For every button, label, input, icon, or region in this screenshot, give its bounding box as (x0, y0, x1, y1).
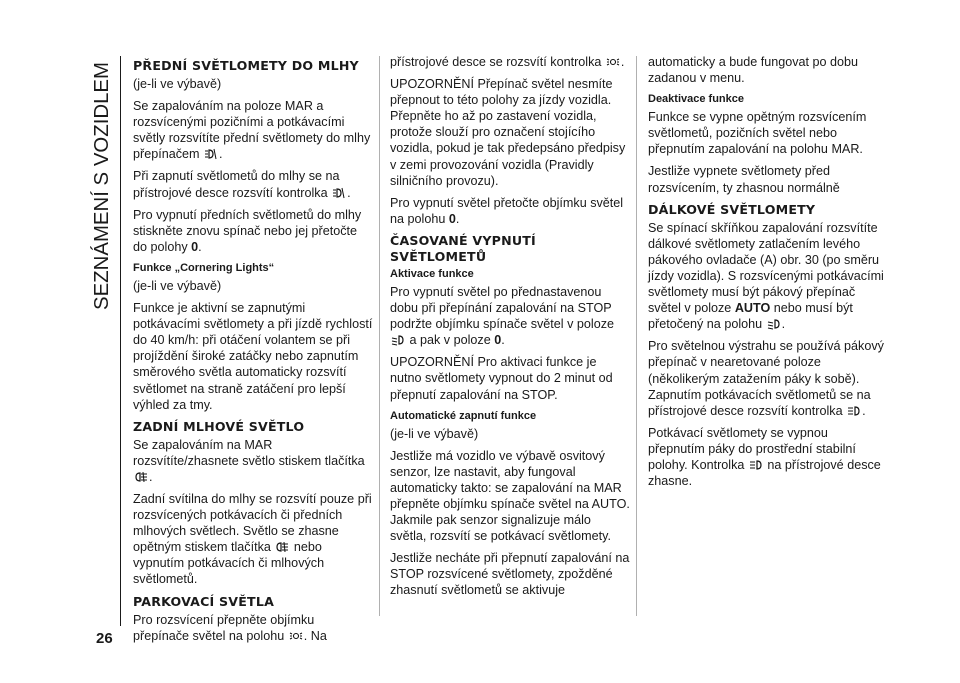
text: . (620, 55, 625, 69)
text: . (501, 333, 505, 348)
paragraph: (je-li ve výbavě) (133, 77, 222, 91)
paragraph: Jestliže necháte při přepnutí zapalování na STOP rozsvícené světlomety, zpožděné zhasnutí světlometů se aktivuje (390, 551, 630, 598)
heading-front-fog: PŘEDNÍ SVĚTLOMETY DO MLHY (133, 58, 359, 73)
subheading-auto: Automatické zapnutí funkce (390, 409, 537, 422)
low-beam-icon (767, 318, 781, 330)
rear-fog-icon (275, 541, 289, 553)
parking-light-icon (606, 56, 620, 68)
text: . (781, 317, 786, 332)
paragraph: (je-li ve výbavě) (390, 426, 479, 441)
subheading-activation: Aktivace funkce (390, 267, 474, 280)
low-beam-icon (391, 334, 405, 346)
paragraph (390, 195, 630, 227)
text: Potkávací světlomety se vypnou přepnutím páky do prostřední stabilní polohy. Kontrolka (648, 425, 856, 472)
heading-rear-fog: ZADNÍ MLHOVÉ SVĚTLO (133, 418, 305, 434)
text: Se zapalováním na poloze MAR a rozsvícenými pozičními a potkávacími světly rozsvítíte přední světlomety do mlhy přepínačem (133, 99, 371, 162)
text: nebo vypnutím potkávacích či mlhových světlometů. (133, 540, 325, 587)
text: Pro vypnutí světel přetočte objímku světel na polohu (390, 195, 624, 226)
side-title-svg (88, 60, 114, 310)
paragraph: (je-li ve výbavě) (133, 278, 222, 293)
text: nebo musí být přetočený na polohu (648, 301, 853, 332)
text: Pro vypnutí světel po přednastavenou dobu při přepínání zapalování na STOP podržte objímku spínače světel v poloze (390, 284, 615, 332)
paragraph (648, 425, 888, 489)
position-zero: 0 (494, 333, 502, 348)
paragraph (133, 437, 373, 485)
side-rule (120, 56, 121, 626)
front-fog-icon (204, 148, 218, 160)
subheading-cornering: Funkce „Cornering Lights“ (133, 261, 275, 274)
paragraph: UPOZORNĚNÍ Pro aktivaci funkce je nutno světlomety vypnout do 2 minut od přepnutí zapalování na STOP. (390, 355, 613, 402)
subheading-deactivation: Deaktivace funkce (648, 93, 744, 106)
heading-timed-off: ČASOVANÉ VYPNUTÍ SVĚTLOMETŮ (390, 232, 536, 264)
text: . (219, 147, 223, 162)
text: . (455, 211, 460, 226)
text: a pak v poloze (406, 333, 495, 348)
text: . Na (303, 628, 327, 643)
column-divider (636, 56, 637, 616)
text: . (149, 469, 153, 484)
position-zero: 0 (448, 211, 456, 226)
text: Pro světelnou výstrahu se používá pákový přepínač v nearetované poloze (několikerým zatažením páky k sobě). Zapnutím potkávacích světlometů se na přístrojové desce rozsvítí kontrolka (648, 339, 884, 418)
heading-parking: PARKOVACÍ SVĚTLA (133, 593, 275, 609)
high-beam-icon (847, 405, 861, 417)
parking-light-icon (289, 630, 303, 642)
paragraph (133, 612, 373, 644)
side-title (88, 60, 114, 310)
front-fog-icon (332, 187, 346, 199)
paragraph (648, 220, 888, 333)
text: . (862, 403, 866, 418)
text: Pro vypnutí předních světlometů do mlhy stiskněte znovu spínač nebo jej přetočte do polohy (133, 207, 362, 254)
paragraph (133, 98, 373, 162)
text: Se zapalováním na MAR rozsvítíte/zhasnete světlo stiskem tlačítka (133, 437, 365, 468)
paragraph (390, 54, 630, 70)
column-3 (648, 54, 888, 495)
heading-high-beam: DÁLKOVÉ SVĚTLOMETY (648, 201, 816, 217)
text: na přístrojové desce zhasne. (648, 457, 881, 489)
text: . (347, 185, 351, 200)
rear-fog-icon (134, 471, 148, 483)
text: přístrojové desce se rozsvítí kontrolka (390, 55, 605, 69)
text: . (198, 239, 202, 254)
text: Se spínací skříňkou zapalování rozsvítíte dálkové světlomety zatlačením levého pákového ovladače (A) obr. 30 (po směru jízdy vozidla). S rozsvícenými potkávacími světlomety musí být pákový přepínač světel v poloze (648, 220, 884, 316)
page-number: 26 (96, 630, 113, 647)
paragraph (648, 338, 888, 418)
paragraph: Funkce se vypne opětným rozsvícením světlometů, pozičních světel nebo přepnutím zapalování na polohu MAR. (648, 110, 867, 157)
paragraph (133, 207, 373, 255)
paragraph (133, 168, 373, 200)
text: Pro rozsvícení přepněte objímku přepínače světel na polohu (133, 612, 315, 643)
column-divider (379, 56, 380, 616)
column-2 (390, 54, 630, 605)
paragraph: Funkce je aktivní se zapnutými potkávacími světlomety a při jízdě rychlostí do 40 km/h: při otáčení volantem se při projíždění široké zatáčky nebo zapnutím směrového světla automaticky rozsvítí světlomet na straně zatáčení pro lepší výhled za tmy. (133, 301, 373, 412)
paragraph: UPOZORNĚNÍ Přepínač světel nesmíte přepnout to této polohy za jízdy vozidla. Přepněte ho až po zastavení vozidla, protože slouží pro označení stojícího vozidla, pokud je tak předepsáno předpisy v zemi provozování vozidla (Pravidly silničního provozu). (390, 77, 626, 188)
paragraph: Jestliže má vozidlo ve výbavě osvitový senzor, lze nastavit, aby fungoval automaticky takto: se zapalování na MAR přepněte objímku spínače světel na AUTO. Jakmile pak senzor signalizuje málo světla, rozsvítí se potkávací světlomety. (390, 448, 630, 544)
paragraph: Jestliže vypnete světlomety před rozsvícením, ty zhasnou normálně (648, 164, 840, 195)
side-title-text: SEZNÁMENÍ S VOZIDLEM (91, 66, 113, 310)
paragraph (133, 491, 373, 588)
text: Při zapnutí světlometů do mlhy se na přístrojové desce rozsvítí kontrolka (133, 169, 340, 200)
auto-label: AUTO (734, 301, 771, 316)
position-zero: 0 (191, 239, 199, 254)
text: Zadní svítilna do mlhy se rozsvítí pouze při rozsvícených potkávacích či předních mlhových světlech. Světlo se zhasne opětným stiskem tlačítka (133, 491, 372, 555)
paragraph (390, 284, 630, 348)
paragraph: automaticky a bude fungovat po dobu zadanou v menu. (648, 55, 859, 86)
column-1 (133, 54, 373, 650)
high-beam-icon (749, 459, 763, 471)
